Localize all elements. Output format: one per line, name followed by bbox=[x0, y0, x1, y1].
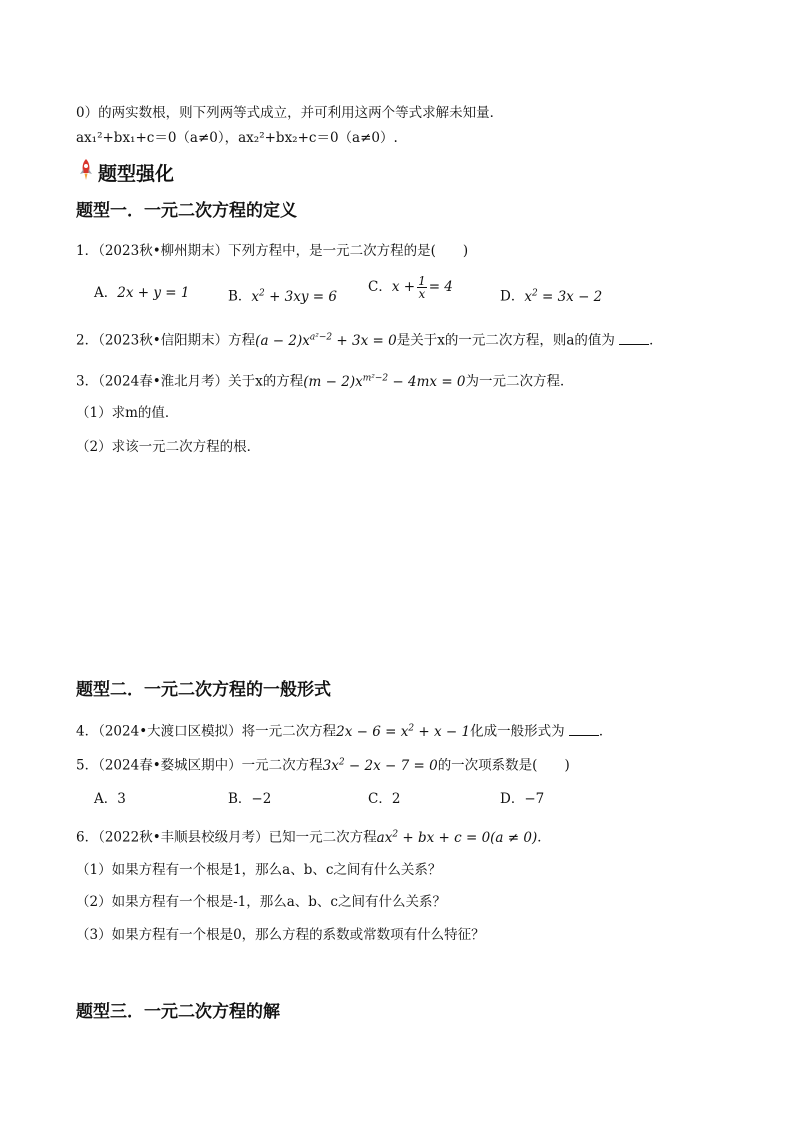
q6-sub-1: （1）如果方程有一个根是1，那么a、b、c之间有什么关系？ bbox=[76, 862, 442, 878]
q3-sub-1: （1）求m的值． bbox=[76, 405, 179, 421]
q5-option-b: B．−2 bbox=[228, 791, 272, 807]
type3-heading: 题型三．一元二次方程的解 bbox=[76, 1002, 280, 1022]
intro-line-1: 0）的两实数根，则下列两等式成立，并可利用这两个等式求解未知量． bbox=[76, 105, 504, 121]
type1-heading: 题型一．一元二次方程的定义 bbox=[76, 201, 297, 221]
q1-option-d: D．$x^2 = 3x - 2$ bbox=[500, 288, 603, 305]
q2-stem: 2．（2023秋•信阳期末）方程$(a - 2)x^{a^2-2} + 3x = 0$是关于x的一元二次方程，则a的值为 ． bbox=[76, 332, 663, 349]
q4-stem: 4．（2024•大渡口区模拟）将一元二次方程$2x - 6 = x^2 + x - 1$化成一般形式为 ． bbox=[76, 723, 613, 740]
q5-option-a: A．3 bbox=[94, 791, 126, 807]
q1-option-c: C．x + $\frac{1}{x}$ = 4 bbox=[368, 274, 453, 301]
type2-heading: 题型二．一元二次方程的一般形式 bbox=[76, 680, 331, 700]
q1-stem: 1．（2023秋•柳州期末）下列方程中，是一元二次方程的是( ) bbox=[76, 243, 469, 259]
q5-option-c: C．2 bbox=[368, 791, 401, 807]
intro-line-2: ax₁²+bx₁+c＝0（a≠0），ax₂²+bx₂+c＝0（a≠0）. bbox=[76, 130, 398, 146]
q1-option-b: B．$x^2 + 3xy = 6$ bbox=[228, 288, 337, 305]
q6-stem: 6．（2022秋•丰顺县校级月考）已知一元二次方程$ax^2$ + bx + c = 0(a ≠ 0)． bbox=[76, 829, 551, 846]
q6-sub-2: （2）如果方程有一个根是-1，那么a、b、c之间有什么关系？ bbox=[76, 894, 446, 910]
q5-stem: 5．（2024春•婺城区期中）一元二次方程$3x^2 - 2x - 7 = 0$的一次项系数是( ) bbox=[76, 757, 570, 774]
q4-answer-blank[interactable] bbox=[569, 723, 599, 736]
q5-option-d: D．−7 bbox=[500, 791, 545, 807]
q3-stem: 3．（2024春•淮北月考）关于x的方程$(m - 2)x^{m^2-2} - 4mx = 0$为一元二次方程． bbox=[76, 373, 574, 390]
rocket-icon bbox=[76, 158, 96, 182]
section-title: 题型强化 bbox=[98, 163, 175, 185]
q6-sub-3: （3）如果方程有一个根是0，那么方程的系数或常数项有什么特征？ bbox=[76, 927, 485, 943]
q3-sub-2: （2）求该一元二次方程的根． bbox=[76, 439, 261, 455]
q1-option-a: A．2x + y = 1 bbox=[94, 285, 190, 301]
q2-answer-blank[interactable] bbox=[619, 332, 649, 345]
